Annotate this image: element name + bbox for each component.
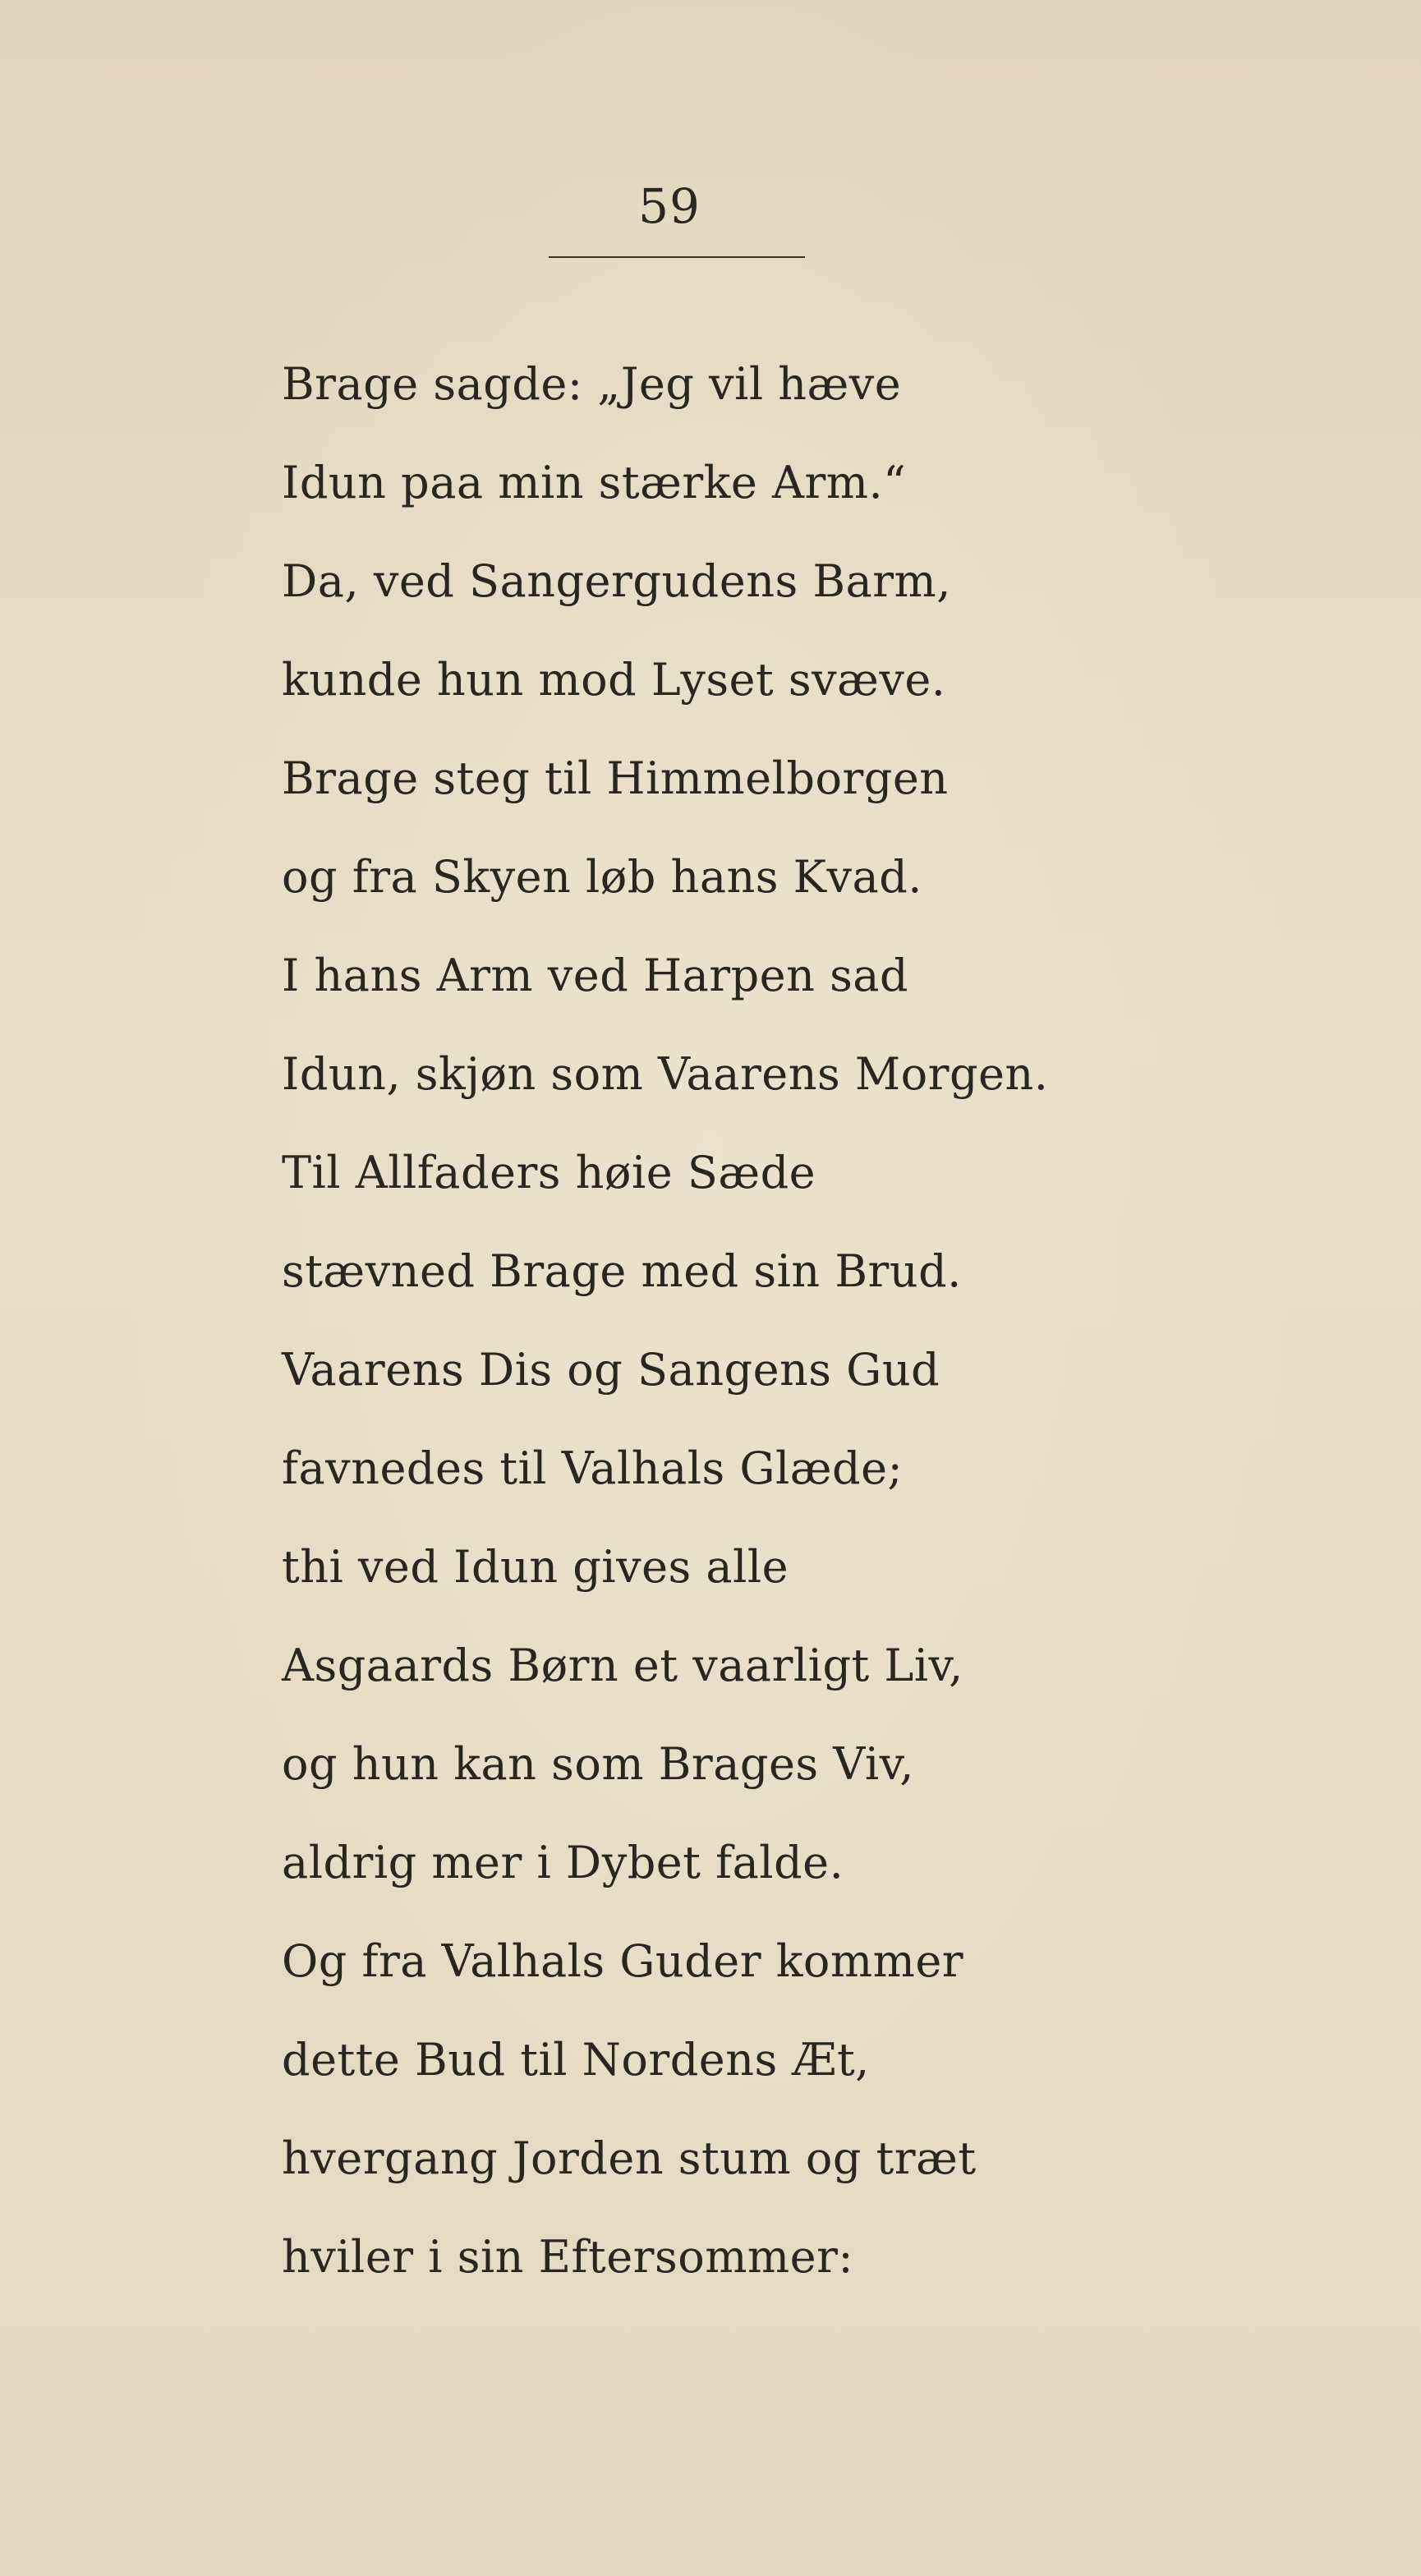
- verse-line: Asgaards Børn et vaarligt Liv,: [282, 1640, 963, 1691]
- stanza-2: [282, 1124, 963, 1912]
- page-number: 59: [638, 178, 701, 234]
- verse-line: dette Bud til Nordens Æt,: [282, 2034, 870, 2086]
- verse-line: hviler i sin Eftersommer:: [282, 2231, 854, 2283]
- verse-line: og fra Skyen løb hans Kvad.: [282, 851, 922, 903]
- verse-line: Da, ved Sangergudens Barm,: [282, 555, 951, 607]
- verse-line: hvergang Jorden stum og træt: [282, 2132, 977, 2184]
- verse-line: Vaarens Dis og Sangens Gud: [282, 1344, 940, 1396]
- header-rule: [549, 256, 805, 258]
- verse-line: I hans Arm ved Harpen sad: [282, 950, 909, 1001]
- stanza-3: [282, 1912, 977, 2307]
- verse-line: stævned Brage med sin Brud.: [282, 1245, 962, 1297]
- verse-line: Brage sagde: „Jeg vil hæve: [282, 358, 902, 410]
- verse-line: aldrig mer i Dybet falde.: [282, 1837, 844, 1888]
- verse-line: Idun, skjøn som Vaarens Morgen.: [282, 1048, 1049, 1100]
- verse-line: Brage steg til Himmelborgen: [282, 752, 949, 804]
- verse-line: Til Allfaders høie Sæde: [282, 1147, 816, 1198]
- stanza-1: [282, 335, 1048, 1124]
- verse-line: og hun kan som Brages Viv,: [282, 1738, 914, 1790]
- verse-line: Idun paa min stærke Arm.“: [282, 457, 907, 508]
- verse-line: favnedes til Valhals Glæde;: [282, 1442, 904, 1494]
- verse-line: thi ved Idun gives alle: [282, 1541, 789, 1593]
- verse-line: kunde hun mod Lyset svæve.: [282, 654, 946, 706]
- verse-line: Og fra Valhals Guder kommer: [282, 1935, 964, 1987]
